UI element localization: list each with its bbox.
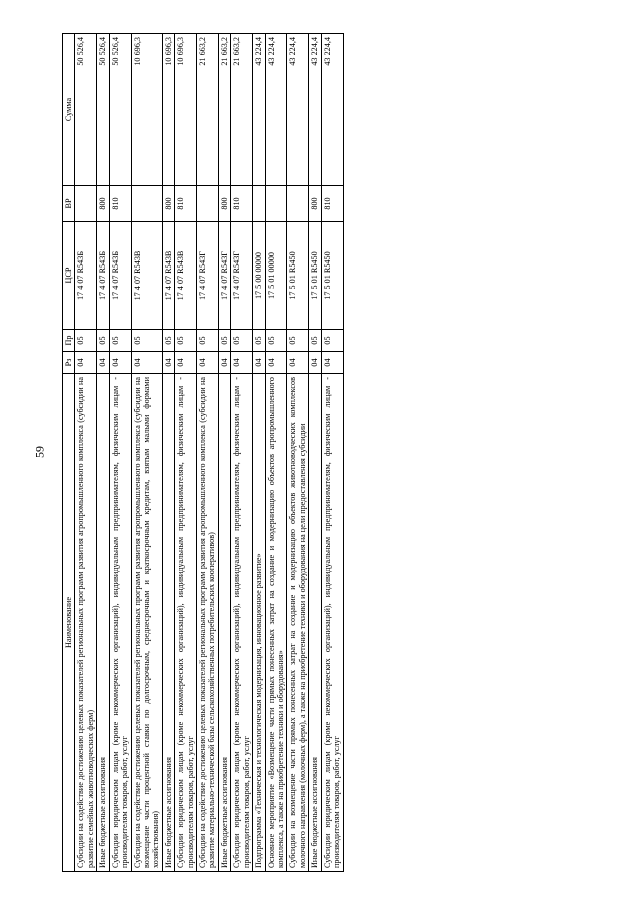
row-rz: 04 bbox=[175, 352, 197, 374]
row-vr bbox=[131, 186, 162, 222]
row-rz: 04 bbox=[321, 352, 343, 374]
row-pr: 05 bbox=[109, 330, 131, 352]
row-name: Иные бюджетные ассигнования bbox=[309, 374, 321, 872]
row-sum: 50 526,4 bbox=[97, 34, 109, 186]
row-name: Иные бюджетные ассигнования bbox=[162, 374, 174, 872]
row-name: Иные бюджетные ассигнования bbox=[218, 374, 230, 872]
table-row bbox=[162, 34, 174, 872]
row-rz: 04 bbox=[231, 352, 253, 374]
table-row bbox=[321, 34, 343, 872]
row-rz: 04 bbox=[131, 352, 162, 374]
row-vr: 810 bbox=[321, 186, 343, 222]
rotated-table-container bbox=[62, 34, 562, 872]
row-csr: 17 4 07 R543В bbox=[162, 222, 174, 330]
row-vr: 800 bbox=[218, 186, 230, 222]
table-row bbox=[231, 34, 253, 872]
row-pr: 05 bbox=[287, 330, 309, 352]
row-csr: 17 4 07 R543Б bbox=[97, 222, 109, 330]
row-pr: 05 bbox=[265, 330, 287, 352]
row-sum: 10 696,3 bbox=[175, 34, 197, 186]
row-sum: 10 696,3 bbox=[162, 34, 174, 186]
row-sum: 10 696,3 bbox=[131, 34, 162, 186]
row-vr: 800 bbox=[97, 186, 109, 222]
row-sum: 21 663,2 bbox=[231, 34, 253, 186]
row-csr: 17 4 07 R543Б bbox=[109, 222, 131, 330]
table-row bbox=[287, 34, 309, 872]
row-vr: 810 bbox=[231, 186, 253, 222]
row-vr: 810 bbox=[175, 186, 197, 222]
row-name: Иные бюджетные ассигнования bbox=[97, 374, 109, 872]
row-sum: 43 224,4 bbox=[253, 34, 265, 186]
row-rz: 04 bbox=[253, 352, 265, 374]
row-csr: 17 4 07 R543В bbox=[175, 222, 197, 330]
row-rz: 04 bbox=[265, 352, 287, 374]
header-name: Наименование bbox=[63, 374, 75, 872]
row-name: Субсидии на содействие достижению целевых показателей региональных программ развития агропромышленного комплекса (субсидии на возмещение части процентной ставки по долгосрочным, среднесрочным и краткосрочным кредитам, взятым малыми формами хозяйствования) bbox=[131, 374, 162, 872]
row-vr bbox=[75, 186, 97, 222]
row-sum: 21 663,2 bbox=[197, 34, 219, 186]
row-pr: 05 bbox=[218, 330, 230, 352]
row-name: Субсидии на содействие достижению целевых показателей региональных программ развития агропромышленного комплекса (субсидии на развитие материально-технической базы сельскохозяйственных потребительских кооперативов) bbox=[197, 374, 219, 872]
table-row bbox=[309, 34, 321, 872]
row-sum: 43 224,4 bbox=[309, 34, 321, 186]
row-rz: 04 bbox=[197, 352, 219, 374]
row-rz: 04 bbox=[162, 352, 174, 374]
table-row bbox=[109, 34, 131, 872]
row-name: Субсидии юридическим лицам (кроме некоммерческих организаций), индивидуальным предпринимателям, физическим лицам - производителям товаров, работ, услуг bbox=[175, 374, 197, 872]
row-csr: 17 4 07 R543Г bbox=[197, 222, 219, 330]
row-pr: 05 bbox=[231, 330, 253, 352]
row-vr: 810 bbox=[109, 186, 131, 222]
row-csr: 17 5 01 R5450 bbox=[321, 222, 343, 330]
row-vr: 800 bbox=[162, 186, 174, 222]
table-row bbox=[131, 34, 162, 872]
row-name: Субсидии на содействие достижению целевых показателей региональных программ развития агропромышленного комплекса (субсидии на развитие семейных животноводческих ферм) bbox=[75, 374, 97, 872]
table-row bbox=[75, 34, 97, 872]
row-vr bbox=[197, 186, 219, 222]
budget-table-frame bbox=[62, 34, 562, 872]
row-name: Субсидии на возмещение части прямых понесенных затрат на создание и модернизацию объектов животноводческих комплексов молочного направления (молочных ферм), а также на приобретение техники и оборудования на цели предоставления субсидии bbox=[287, 374, 309, 872]
row-rz: 04 bbox=[287, 352, 309, 374]
header-rz: Рз bbox=[63, 352, 75, 374]
row-rz: 04 bbox=[75, 352, 97, 374]
row-csr: 17 5 01 00000 bbox=[265, 222, 287, 330]
row-pr: 05 bbox=[175, 330, 197, 352]
header-pr: Пр bbox=[63, 330, 75, 352]
row-sum: 21 663,2 bbox=[218, 34, 230, 186]
row-csr: 17 5 01 R5450 bbox=[287, 222, 309, 330]
row-name: Субсидии юридическим лицам (кроме некоммерческих организаций), индивидуальным предпринимателям, физическим лицам - производителям товаров, работ, услуг bbox=[231, 374, 253, 872]
table-row bbox=[265, 34, 287, 872]
table-row bbox=[175, 34, 197, 872]
row-rz: 04 bbox=[97, 352, 109, 374]
row-sum: 43 224,4 bbox=[287, 34, 309, 186]
row-sum: 50 526,4 bbox=[75, 34, 97, 186]
row-name: Субсидии юридическим лицам (кроме некоммерческих организаций), индивидуальным предпринимателям, физическим лицам - производителям товаров, работ, услуг bbox=[321, 374, 343, 872]
row-sum: 43 224,4 bbox=[321, 34, 343, 186]
row-vr: 800 bbox=[309, 186, 321, 222]
row-pr: 05 bbox=[253, 330, 265, 352]
row-csr: 17 4 07 R543Г bbox=[218, 222, 230, 330]
table-row bbox=[253, 34, 265, 872]
row-pr: 05 bbox=[97, 330, 109, 352]
row-pr: 05 bbox=[321, 330, 343, 352]
header-csr: ЦСР bbox=[63, 222, 75, 330]
row-pr: 05 bbox=[75, 330, 97, 352]
row-vr bbox=[253, 186, 265, 222]
row-name: Подпрограмма «Техническая и технологическая модернизация, инновационное развитие» bbox=[253, 374, 265, 872]
table-row bbox=[97, 34, 109, 872]
row-sum: 43 224,4 bbox=[265, 34, 287, 186]
header-vr: ВР bbox=[63, 186, 75, 222]
row-pr: 05 bbox=[162, 330, 174, 352]
page-number: 59 bbox=[32, 446, 47, 458]
row-csr: 17 4 07 R543В bbox=[131, 222, 162, 330]
header-sum: Сумма bbox=[63, 34, 75, 186]
table-row bbox=[218, 34, 230, 872]
row-pr: 05 bbox=[309, 330, 321, 352]
row-pr: 05 bbox=[197, 330, 219, 352]
row-name: Основное мероприятие «Возмещение части прямых понесенных затрат на создание и модернизацию объектов агропромышленного комплекса, а также на приобретение техники и оборудования» bbox=[265, 374, 287, 872]
row-sum: 50 526,4 bbox=[109, 34, 131, 186]
row-name: Субсидии юридическим лицам (кроме некоммерческих организаций), индивидуальным предпринимателям, физическим лицам - производителям товаров, работ, услуг bbox=[109, 374, 131, 872]
row-csr: 17 5 00 00000 bbox=[253, 222, 265, 330]
row-rz: 04 bbox=[218, 352, 230, 374]
row-csr: 17 4 07 R543Г bbox=[231, 222, 253, 330]
row-csr: 17 5 01 R5450 bbox=[309, 222, 321, 330]
row-vr bbox=[265, 186, 287, 222]
table-row bbox=[197, 34, 219, 872]
row-pr: 05 bbox=[131, 330, 162, 352]
row-vr bbox=[287, 186, 309, 222]
row-rz: 04 bbox=[309, 352, 321, 374]
row-csr: 17 4 07 R543Б bbox=[75, 222, 97, 330]
budget-table bbox=[62, 33, 344, 872]
row-rz: 04 bbox=[109, 352, 131, 374]
header-row bbox=[63, 34, 75, 872]
